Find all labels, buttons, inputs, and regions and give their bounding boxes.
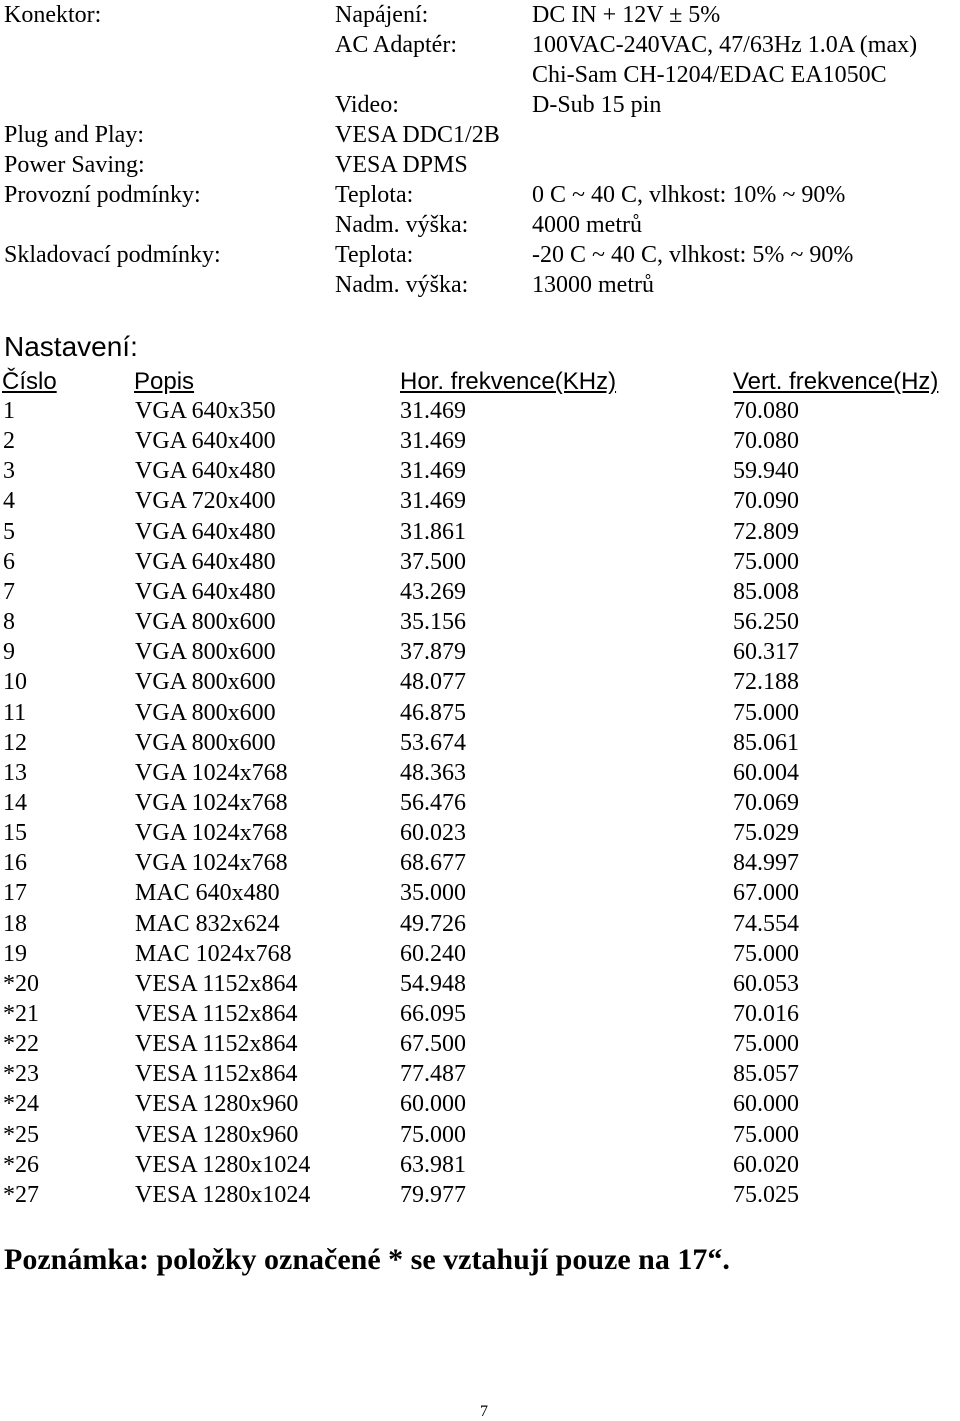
mode-vertical-frequency: 70.069: [733, 790, 799, 816]
mode-vertical-frequency: 75.029: [733, 820, 799, 846]
mode-description: VGA 640x480: [135, 549, 276, 575]
spec-value: 13000 metrů: [532, 272, 654, 298]
spec-row: [0, 270, 960, 300]
spec-label: Konektor:: [4, 2, 102, 28]
mode-vertical-frequency: 60.317: [733, 639, 799, 665]
spec-label: Plug and Play:: [4, 122, 145, 148]
mode-vertical-frequency: 75.000: [733, 700, 799, 726]
mode-description: VESA 1152x864: [135, 1031, 298, 1057]
spec-row: [0, 120, 960, 150]
mode-horizontal-frequency: 60.000: [400, 1091, 466, 1117]
mode-description: VGA 640x480: [135, 458, 276, 484]
mode-description: VGA 1024x768: [135, 820, 288, 846]
spec-sublabel: VESA DDC1/2B: [335, 122, 500, 148]
mode-horizontal-frequency: 43.269: [400, 579, 466, 605]
mode-horizontal-frequency: 77.487: [400, 1061, 466, 1087]
mode-description: VGA 1024x768: [135, 760, 288, 786]
table-row: [0, 878, 960, 908]
table-row: [0, 577, 960, 607]
mode-description: VGA 640x480: [135, 579, 276, 605]
mode-description: VESA 1280x960: [135, 1122, 299, 1148]
table-row: [0, 1150, 960, 1180]
spec-value: D-Sub 15 pin: [532, 92, 662, 118]
mode-number: *20: [3, 971, 39, 997]
mode-vertical-frequency: 70.080: [733, 428, 799, 454]
mode-number: *26: [3, 1152, 39, 1178]
table-row: [0, 1029, 960, 1059]
table-row: [0, 396, 960, 426]
footnote: Poznámka: položky označené * se vztahují pouze na 17“.: [4, 1243, 730, 1276]
mode-description: VESA 1280x960: [135, 1091, 299, 1117]
table-row: [0, 1180, 960, 1210]
mode-horizontal-frequency: 54.948: [400, 971, 466, 997]
table-row: [0, 426, 960, 456]
mode-number: 6: [3, 549, 15, 575]
mode-number: *21: [3, 1001, 39, 1027]
mode-description: VGA 800x600: [135, 639, 276, 665]
table-row: [0, 788, 960, 818]
table-row: [0, 486, 960, 516]
mode-description: VGA 640x480: [135, 519, 276, 545]
mode-vertical-frequency: 75.000: [733, 1122, 799, 1148]
table-row: [0, 999, 960, 1029]
mode-vertical-frequency: 56.250: [733, 609, 799, 635]
mode-vertical-frequency: 85.057: [733, 1061, 799, 1087]
spec-sublabel: AC Adaptér:: [335, 32, 457, 58]
mode-number: 16: [3, 850, 27, 876]
spec-sublabel: Video:: [335, 92, 399, 118]
mode-number: *22: [3, 1031, 39, 1057]
spec-row: [0, 90, 960, 120]
spec-value: 4000 metrů: [532, 212, 642, 238]
mode-vertical-frequency: 67.000: [733, 880, 799, 906]
mode-number: 8: [3, 609, 15, 635]
mode-description: VGA 720x400: [135, 488, 276, 514]
mode-description: VESA 1280x1024: [135, 1152, 311, 1178]
mode-horizontal-frequency: 35.000: [400, 880, 466, 906]
mode-vertical-frequency: 84.997: [733, 850, 799, 876]
mode-number: *24: [3, 1091, 39, 1117]
mode-horizontal-frequency: 56.476: [400, 790, 466, 816]
mode-horizontal-frequency: 31.469: [400, 458, 466, 484]
table-row: [0, 1059, 960, 1089]
spec-row: [0, 210, 960, 240]
mode-description: MAC 832x624: [135, 911, 280, 937]
mode-number: 15: [3, 820, 27, 846]
mode-horizontal-frequency: 49.726: [400, 911, 466, 937]
mode-number: 18: [3, 911, 27, 937]
spec-value: 0 C ~ 40 C, vlhkost: 10% ~ 90%: [532, 182, 846, 208]
mode-description: VGA 800x600: [135, 609, 276, 635]
spec-sublabel: Nadm. výška:: [335, 272, 469, 298]
mode-horizontal-frequency: 31.469: [400, 398, 466, 424]
mode-number: 19: [3, 941, 27, 967]
mode-horizontal-frequency: 63.981: [400, 1152, 466, 1178]
spec-value: Chi-Sam CH-1204/EDAC EA1050C: [532, 62, 887, 88]
spec-row: [0, 180, 960, 210]
mode-number: 5: [3, 519, 15, 545]
mode-number: 3: [3, 458, 15, 484]
table-row: [0, 547, 960, 577]
spec-sublabel: Teplota:: [335, 242, 414, 268]
mode-number: 1: [3, 398, 15, 424]
mode-description: VESA 1152x864: [135, 1001, 298, 1027]
mode-vertical-frequency: 75.000: [733, 1031, 799, 1057]
mode-vertical-frequency: 75.000: [733, 941, 799, 967]
table-row: [0, 848, 960, 878]
modes-table-header: [0, 367, 960, 397]
mode-number: 4: [3, 488, 15, 514]
mode-vertical-frequency: 59.940: [733, 458, 799, 484]
spec-row: [0, 60, 960, 90]
mode-horizontal-frequency: 37.500: [400, 549, 466, 575]
mode-description: VESA 1280x1024: [135, 1182, 311, 1208]
mode-number: *27: [3, 1182, 39, 1208]
mode-description: VGA 800x600: [135, 700, 276, 726]
table-row: [0, 1089, 960, 1119]
mode-vertical-frequency: 60.053: [733, 971, 799, 997]
mode-description: VGA 1024x768: [135, 790, 288, 816]
mode-horizontal-frequency: 31.469: [400, 428, 466, 454]
mode-description: VESA 1152x864: [135, 971, 298, 997]
mode-vertical-frequency: 74.554: [733, 911, 799, 937]
spec-label: Power Saving:: [4, 152, 145, 178]
mode-number: 7: [3, 579, 15, 605]
mode-number: 12: [3, 730, 27, 756]
mode-horizontal-frequency: 60.240: [400, 941, 466, 967]
mode-horizontal-frequency: 37.879: [400, 639, 466, 665]
mode-vertical-frequency: 75.000: [733, 549, 799, 575]
mode-horizontal-frequency: 46.875: [400, 700, 466, 726]
mode-number: 13: [3, 760, 27, 786]
mode-vertical-frequency: 70.090: [733, 488, 799, 514]
mode-number: 14: [3, 790, 27, 816]
mode-description: MAC 640x480: [135, 880, 280, 906]
mode-vertical-frequency: 70.016: [733, 1001, 799, 1027]
spec-row: [0, 30, 960, 60]
table-row: [0, 517, 960, 547]
mode-horizontal-frequency: 53.674: [400, 730, 466, 756]
mode-number: 10: [3, 669, 27, 695]
table-row: [0, 667, 960, 697]
mode-description: VGA 800x600: [135, 730, 276, 756]
mode-vertical-frequency: 60.000: [733, 1091, 799, 1117]
table-row: [0, 969, 960, 999]
spec-row: [0, 0, 960, 30]
table-row: [0, 456, 960, 486]
table-row: [0, 758, 960, 788]
mode-horizontal-frequency: 68.677: [400, 850, 466, 876]
mode-description: VGA 640x400: [135, 428, 276, 454]
header-description: Popis: [134, 368, 195, 395]
mode-horizontal-frequency: 75.000: [400, 1122, 466, 1148]
mode-number: *23: [3, 1061, 39, 1087]
spec-value: DC IN + 12V ± 5%: [532, 2, 721, 28]
table-row: [0, 637, 960, 667]
mode-vertical-frequency: 85.008: [733, 579, 799, 605]
mode-horizontal-frequency: 60.023: [400, 820, 466, 846]
mode-horizontal-frequency: 66.095: [400, 1001, 466, 1027]
mode-number: 11: [3, 700, 27, 726]
mode-vertical-frequency: 72.809: [733, 519, 799, 545]
mode-horizontal-frequency: 79.977: [400, 1182, 466, 1208]
mode-vertical-frequency: 60.004: [733, 760, 799, 786]
mode-vertical-frequency: 70.080: [733, 398, 799, 424]
spec-row: [0, 150, 960, 180]
table-row: [0, 939, 960, 969]
mode-vertical-frequency: 72.188: [733, 669, 799, 695]
table-row: [0, 818, 960, 848]
mode-vertical-frequency: 60.020: [733, 1152, 799, 1178]
table-row: [0, 607, 960, 637]
spec-sublabel: Napájení:: [335, 2, 429, 28]
table-row: [0, 909, 960, 939]
mode-horizontal-frequency: 35.156: [400, 609, 466, 635]
mode-horizontal-frequency: 48.363: [400, 760, 466, 786]
mode-horizontal-frequency: 31.861: [400, 519, 466, 545]
spec-value: 100VAC-240VAC, 47/63Hz 1.0A (max): [532, 32, 918, 58]
mode-number: 9: [3, 639, 15, 665]
mode-description: MAC 1024x768: [135, 941, 292, 967]
mode-description: VESA 1152x864: [135, 1061, 298, 1087]
mode-vertical-frequency: 85.061: [733, 730, 799, 756]
spec-label: Provozní podmínky:: [4, 182, 201, 208]
header-vertical-frequency: Vert. frekvence(Hz): [733, 368, 939, 395]
spec-sublabel: VESA DPMS: [335, 152, 468, 178]
table-row: [0, 728, 960, 758]
spec-sublabel: Teplota:: [335, 182, 414, 208]
spec-value: -20 C ~ 40 C, vlhkost: 5% ~ 90%: [532, 242, 854, 268]
page-number: 7: [480, 1403, 488, 1420]
spec-label: Skladovací podmínky:: [4, 242, 221, 268]
mode-vertical-frequency: 75.025: [733, 1182, 799, 1208]
mode-description: VGA 800x600: [135, 669, 276, 695]
mode-number: *25: [3, 1122, 39, 1148]
header-horizontal-frequency: Hor. frekvence(KHz): [400, 368, 617, 395]
settings-title: Nastavení:: [4, 331, 138, 362]
mode-horizontal-frequency: 48.077: [400, 669, 466, 695]
mode-description: VGA 1024x768: [135, 850, 288, 876]
spec-sublabel: Nadm. výška:: [335, 212, 469, 238]
mode-number: 17: [3, 880, 27, 906]
mode-description: VGA 640x350: [135, 398, 276, 424]
table-row: [0, 698, 960, 728]
table-row: [0, 1120, 960, 1150]
mode-horizontal-frequency: 31.469: [400, 488, 466, 514]
mode-number: 2: [3, 428, 15, 454]
mode-horizontal-frequency: 67.500: [400, 1031, 466, 1057]
spec-row: [0, 240, 960, 270]
header-number: Číslo: [2, 368, 57, 395]
